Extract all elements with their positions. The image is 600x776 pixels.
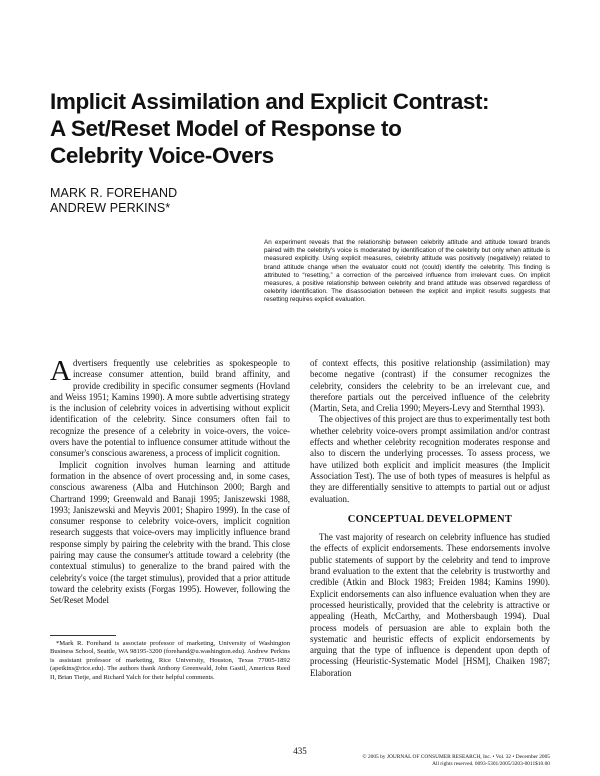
author-2: ANDREW PERKINS* <box>50 201 171 215</box>
abstract: An experiment reveals that the relationship between celebrity attitude and attitude toward brands paired with the celebrity's voice is moderated by identification of the celebrity but only when attitude is measured explicitly. Using explicit measures, celebrity attitude was positively (negatively) related to brand attitude change when the evaluator could not (could) identify the celebrity. This finding is attributed to “resetting,” a correction of the perceived influence from irrelevant cues. On implicit measures, a positive relationship between celebrity and brand attitude was observed regardless of celebrity identification. The disassociation between the explicit and implicit results suggests that resetting requires explicit evaluation. <box>264 239 550 304</box>
title-line-1: Implicit Assimilation and Explicit Contrast: <box>50 89 490 114</box>
page-number: 435 <box>293 746 307 756</box>
drop-cap: A <box>50 355 71 387</box>
author-list <box>50 186 177 216</box>
objectives-paragraph: The objectives of this project are thus to experimentally test both whether celebrity voice-overs prompt assimilation and/or contrast effects and whether celebrity recognition moderates response and also to discern the underlying processes. To assess process, we have utilized both explicit and implicit measures (the Implicit Association Test). The use of both types of measures is helpful as they are differentially sensitive to attempts to partial out or adjust evaluation. <box>310 414 550 504</box>
copyright-line-2: All rights reserved. 0093-5301/2005/3203-0011$10.00 <box>432 761 550 767</box>
copyright-notice <box>363 754 550 768</box>
author-1: MARK R. FOREHAND <box>50 186 178 200</box>
section-heading: CONCEPTUAL DEVELOPMENT <box>347 513 513 525</box>
footnote-text: *Mark R. Forehand is associate professor of marketing, University of Washington Business School, Seattle, WA 98195-3200 (forehand@u.washington.edu). Andrew Perkins is assistant professor of marketing, Rice University, Houston, Texas 77005-1892 (apetkins@rice.edu). The authors thank Anthony Greenwald, John Gastil, Americus Reed II, Brian Tietje, and Richard Yalch for their helpful comments. <box>50 640 290 681</box>
intro-paragraph <box>50 355 290 460</box>
paper-title <box>50 88 530 169</box>
implicit-cognition-paragraph: Implicit cognition involves human learning and attitude formation in the absence of overt processing and, in some cases, conscious awareness (Alba and Hutchinson 2000; Bargh and Chartrand 1999; Greenwald and Banaji 1995; Janiszewski 1988, 1993; Janiszewski and Meyvis 2001; Shapiro 1999). In the case of consumer response to celebrity voice-overs, implicit cognition research suggests that voice-overs may implicitly influence brand response simply by pairing the celebrity with the brand. This close pairing may cause the consumer's attitude toward a celebrity (the contextual stimulus) to generalize to the brand paired with the celebrity's voice (the target stimulus), provided that a prior attitude toward the celebrity exists (Forgas 1995). However, following the Set/Reset Model <box>50 459 290 606</box>
title-line-3: Celebrity Voice-Overs <box>50 143 274 168</box>
body-right-column <box>310 358 550 679</box>
body-left-column <box>50 355 290 607</box>
author-footnote <box>50 640 290 682</box>
title-line-2: A Set/Reset Model of Response to <box>50 116 402 141</box>
footnote-rule <box>50 635 116 636</box>
intro-text: dvertisers frequently use celebrities as spokespeople to increase consumer attention, build brand affinity, and provide credibility in specific consumer segments (Hovland and Weiss 1951; Kamins 1990). A more subtle advertising strategy is the inclusion of celebrity voices in advertising without explicit identification of the celebrity. Since consumers often fail to recognize the presence of a celebrity in voice-overs, the voice-overs have the potential to influence consumer attitude without the consumer's conscious awareness, a process of implicit cognition. <box>50 358 290 459</box>
copyright-line-1: © 2005 by JOURNAL OF CONSUMER RESEARCH, Inc. • Vol. 32 • December 2005 <box>362 754 550 760</box>
continuation-paragraph: of context effects, this positive relationship (assimilation) may become negative (contrast) if the consumer recognizes the celebrity, considers the celebrity to be an irrelevant cue, and therefore partials out the perceived influence of the celebrity (Martin, Seta, and Crelia 1990; Meyers-Levy and Sternthal 1993). <box>310 358 550 414</box>
conceptual-paragraph: The vast majority of research on celebrity influence has studied the effects of explicit endorsements. These endorsements involve public statements of support by the celebrity and tend to improve brand evaluation to the extent that the celebrity is trustworthy and credible (Atkin and Block 1983; Freiden 1984; Kamins 1990). Explicit endorsements can also influence evaluation when they are processed heuristically, provided that the celebrity is attractive or appealing (Heath, McCarthy, and Mothersbaugh 1994). Dual process models of persuasion are able to explain both the systematic and heuristic effects of explicit endorsements by arguing that the type of influence is dependent upon depth of processing (Heuristic-Systematic Model [HSM], Chaiken 1987; Elaboration <box>310 532 550 678</box>
